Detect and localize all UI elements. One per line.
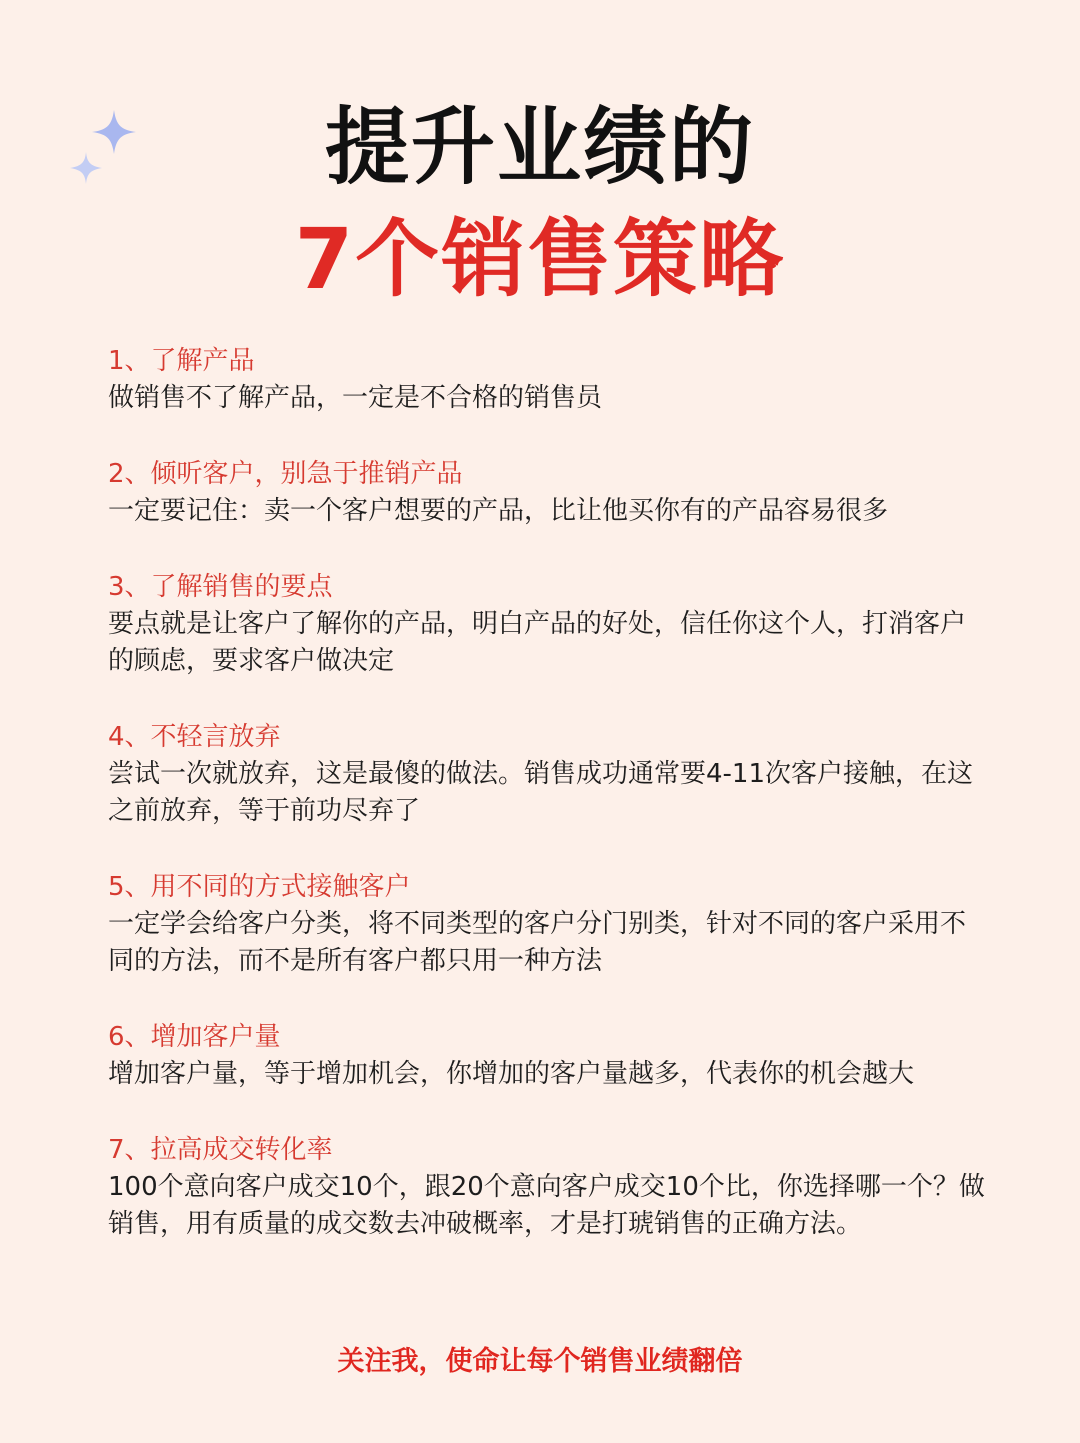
item-body: 尝试一次就放弃，这是最傻的做法。销售成功通常要4-11次客户接触，在这之前放弃，等于前功尽弃了	[108, 759, 974, 826]
list-item	[108, 342, 988, 417]
item-heading: 7、拉高成交转化率	[108, 1135, 333, 1165]
list-item	[108, 718, 988, 830]
item-body: 一定学会给客户分类，将不同类型的客户分门别类，针对不同的客户采用不同的方法，而不是所有客户都只用一种方法	[108, 909, 967, 976]
item-body: 做销售不了解产品，一定是不合格的销售员	[108, 383, 603, 413]
item-heading: 1、了解产品	[108, 346, 255, 376]
item-heading: 2、倾听客户，别急于推销产品	[108, 459, 463, 489]
page-subtitle: 7个销售策略	[294, 210, 786, 308]
item-body: 要点就是让客户了解你的产品，明白产品的好处，信任你这个人，打消客户的顾虑，要求客户做决定	[108, 609, 967, 676]
list-item	[108, 1018, 988, 1093]
list-item	[108, 568, 988, 680]
list-item	[108, 868, 988, 980]
footer-call-to-action: 关注我，使命让每个销售业绩翻倍	[337, 1346, 743, 1377]
item-body: 一定要记住：卖一个客户想要的产品，比让他买你有的产品容易很多	[108, 496, 889, 526]
strategy-list	[108, 342, 988, 1281]
item-heading: 3、了解销售的要点	[108, 572, 333, 602]
page-title: 提升业绩的	[324, 98, 755, 196]
list-item	[108, 455, 988, 530]
item-heading: 4、不轻言放弃	[108, 722, 281, 752]
item-body: 100个意向客户成交10个，跟20个意向客户成交10个比，你选择哪一个？做销售，用有质量的成交数去冲破概率，才是打琥销售的正确方法。	[108, 1172, 985, 1239]
item-body: 增加客户量，等于增加机会，你增加的客户量越多，代表你的机会越大	[108, 1059, 915, 1089]
item-heading: 6、增加客户量	[108, 1022, 281, 1052]
list-item	[108, 1131, 988, 1243]
item-heading: 5、用不同的方式接触客户	[108, 872, 411, 902]
